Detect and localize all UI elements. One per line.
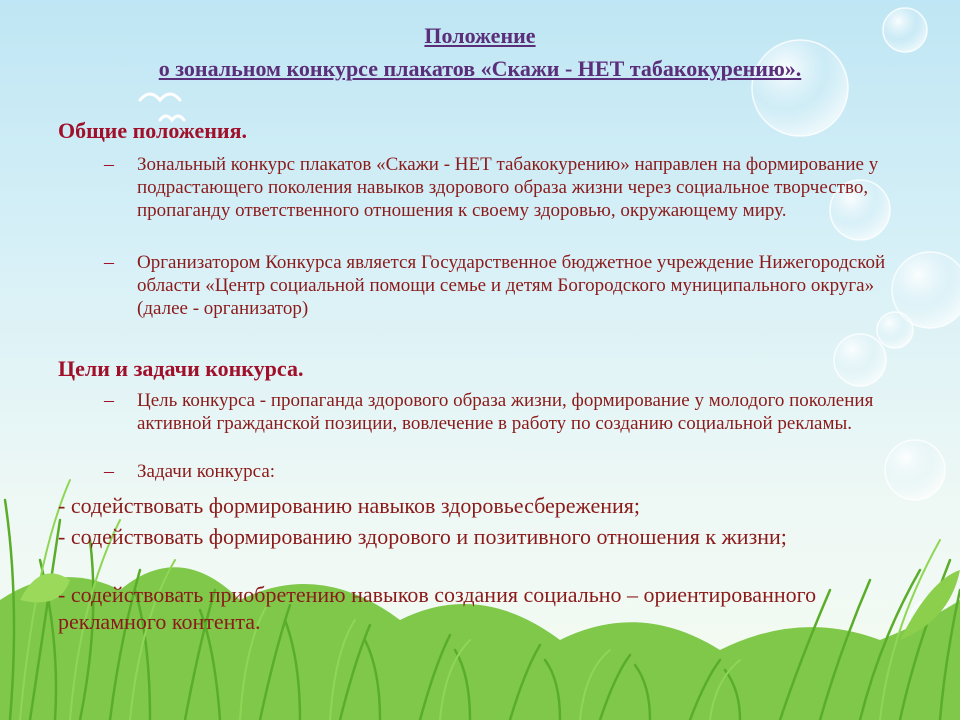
bullet-text: Организатором Конкурса является Государственное бюджетное учреждение Нижегородской области «Центр социальной помощи семье и детям Богородского муниципального округа» (далее - организатор) [137, 252, 886, 319]
bullet-marker: – [104, 460, 114, 482]
section-heading-goals: Цели и задачи конкурса. [58, 356, 304, 381]
task-item: - содействовать приобретению навыков создания социально – ориентированного рекламного контента. [58, 582, 817, 634]
task-item: - содействовать формированию здорового и позитивного отношения к жизни; [58, 524, 787, 549]
bullet-text: Задачи конкурса: [137, 461, 276, 482]
bullet-text: Зональный конкурс плакатов «Скажи - НЕТ табакокурению» направлен на формирование у подрастающего поколения навыков здорового образа жизни через социальное творчество, пропаганду ответственного отношения к своему здоровью, окружающему миру. [137, 154, 879, 221]
section-heading-general: Общие положения. [58, 118, 247, 143]
document-subtitle: о зональном конкурсе плакатов «Скажи - НЕТ табакокурению». [158, 56, 802, 81]
bullet-text: Цель конкурса - пропаганда здорового образа жизни, формирование у молодого поколения активной гражданской позиции, вовлечение в работу по созданию социальной рекламы. [137, 390, 874, 434]
document-title: Положение [424, 23, 536, 48]
bullet-marker: – [104, 251, 114, 273]
task-item: - содействовать формированию навыков здоровьесбережения; [58, 493, 641, 518]
bullet-marker: – [104, 153, 114, 175]
bullet-marker: – [104, 389, 114, 411]
